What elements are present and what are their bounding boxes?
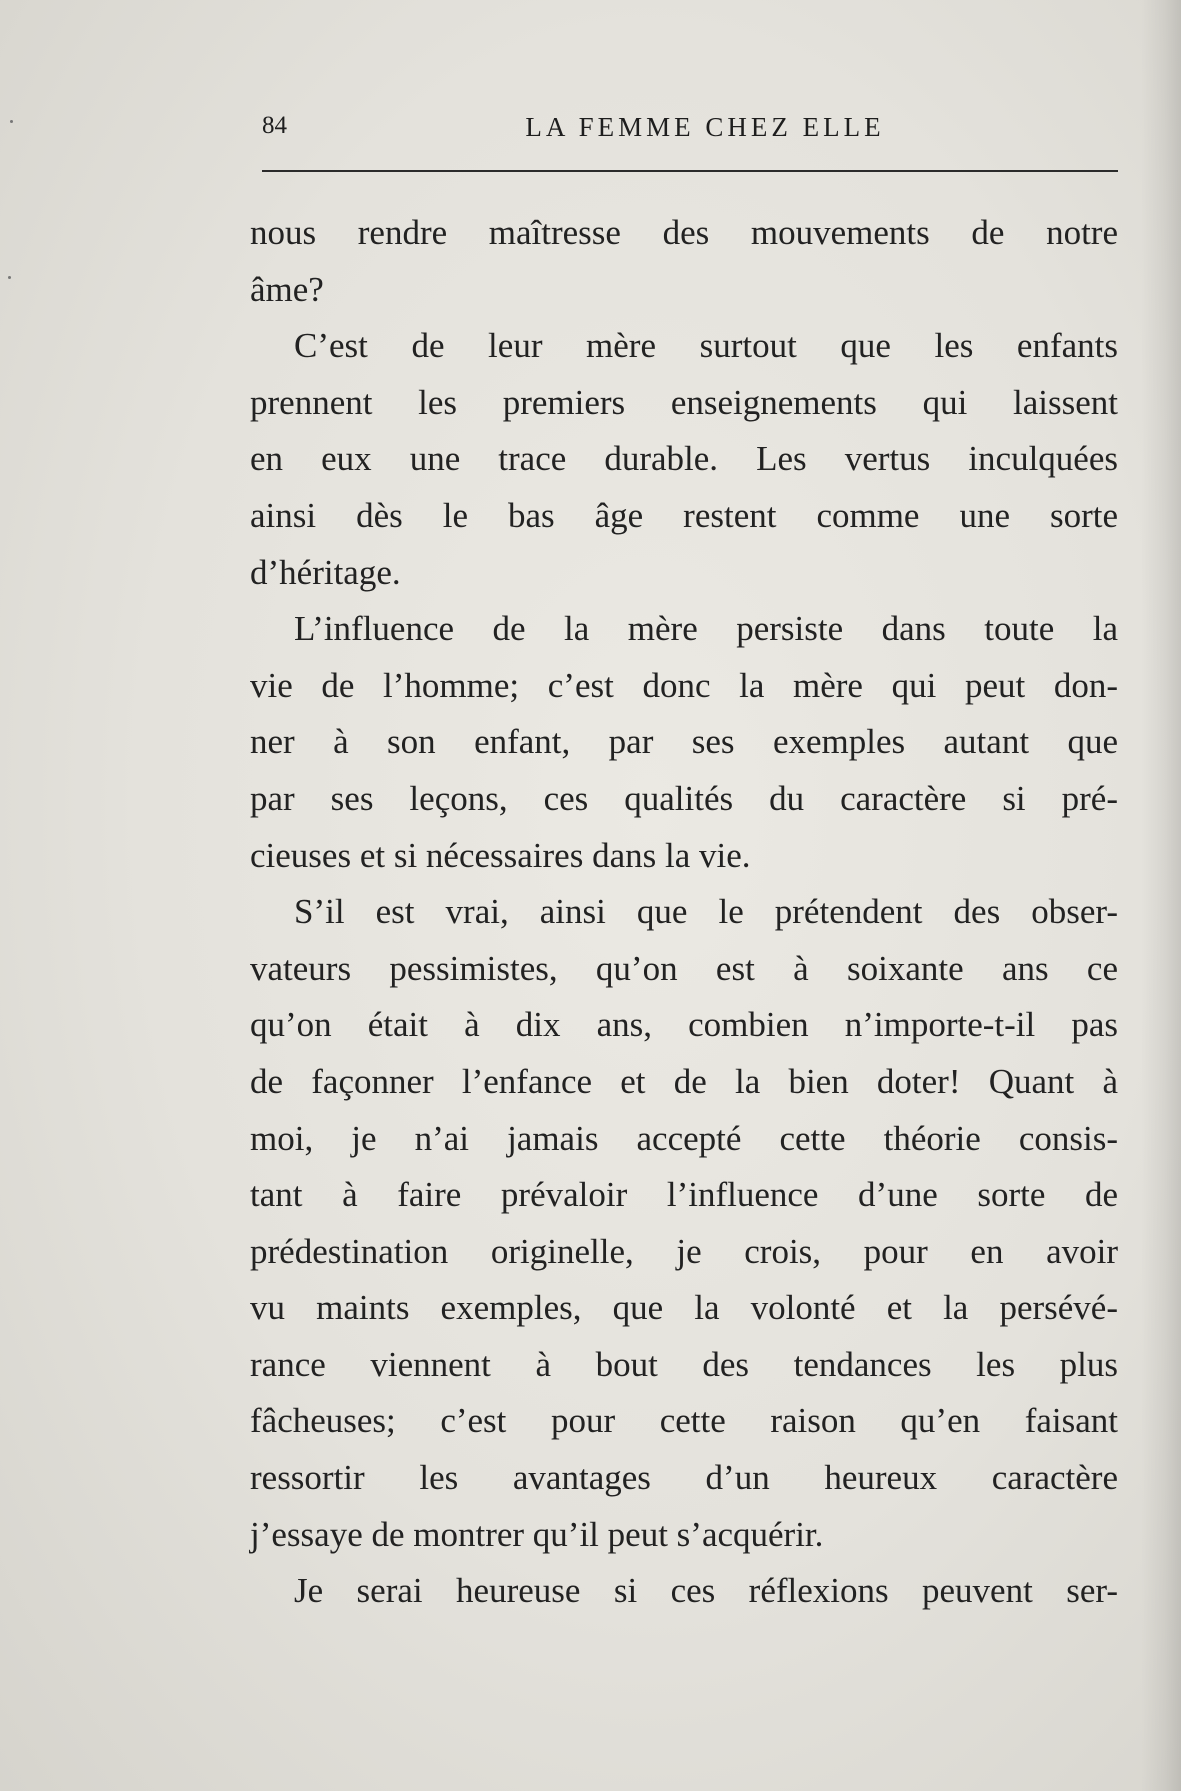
text-line: prennent les premiers enseignements qui laissent — [250, 382, 1118, 422]
page-number: 84 — [262, 112, 287, 139]
text-line: C’est de leur mère surtout que les enfants — [294, 326, 1118, 366]
header-rule — [262, 170, 1118, 172]
text-line: qu’on était à dix ans, combien n’importe-t-il pas — [250, 1005, 1118, 1045]
paper-speck — [10, 120, 13, 123]
text-line: en eux une trace durable. Les vertus inculquées — [250, 439, 1118, 479]
paper-speck — [8, 276, 11, 279]
text-line: moi, je n’ai jamais accepté cette théorie consis- — [250, 1118, 1118, 1158]
text-line: S’il est vrai, ainsi que le prétendent des obser- — [294, 892, 1118, 932]
page-edge-shadow — [1141, 0, 1181, 1791]
text-line: par ses leçons, ces qualités du caractère si pré- — [250, 778, 1118, 818]
text-line: prédestination originelle, je crois, pour en avoir — [250, 1231, 1118, 1271]
text-line: ainsi dès le bas âge restent comme une sorte — [250, 495, 1118, 535]
text-line: rance viennent à bout des tendances les plus — [250, 1344, 1118, 1384]
text-line: ner à son enfant, par ses exemples autant que — [250, 722, 1118, 762]
text-line: fâcheuses; c’est pour cette raison qu’en faisant — [250, 1401, 1118, 1441]
text-line: vateurs pessimistes, qu’on est à soixante ans ce — [250, 948, 1118, 988]
text-line: Je serai heureuse si ces réflexions peuvent ser- — [294, 1571, 1118, 1611]
text-line: ressortir les avantages d’un heureux caractère — [250, 1458, 1118, 1498]
text-line: nous rendre maîtresse des mouvements de notre — [250, 213, 1118, 252]
text-line: de façonner l’enfance et de la bien doter! Quant à — [250, 1061, 1118, 1101]
text-line: cieuses et si nécessaires dans la vie. — [250, 835, 751, 875]
page-header — [262, 112, 1118, 152]
text-line: vie de l’homme; c’est donc la mère qui peut don- — [250, 665, 1118, 705]
text-line: L’influence de la mère persiste dans toute la — [294, 609, 1118, 649]
running-title: LA FEMME CHEZ ELLE — [525, 112, 885, 142]
body-text — [250, 205, 1118, 1620]
text-line: d’héritage. — [250, 552, 401, 592]
text-line: j’essaye de montrer qu’il peut s’acquérir. — [250, 1514, 824, 1554]
text-line: tant à faire prévaloir l’influence d’une sorte de — [250, 1175, 1118, 1215]
text-line: vu maints exemples, que la volonté et la persévé- — [250, 1288, 1118, 1328]
text-line: âme? — [250, 269, 324, 309]
